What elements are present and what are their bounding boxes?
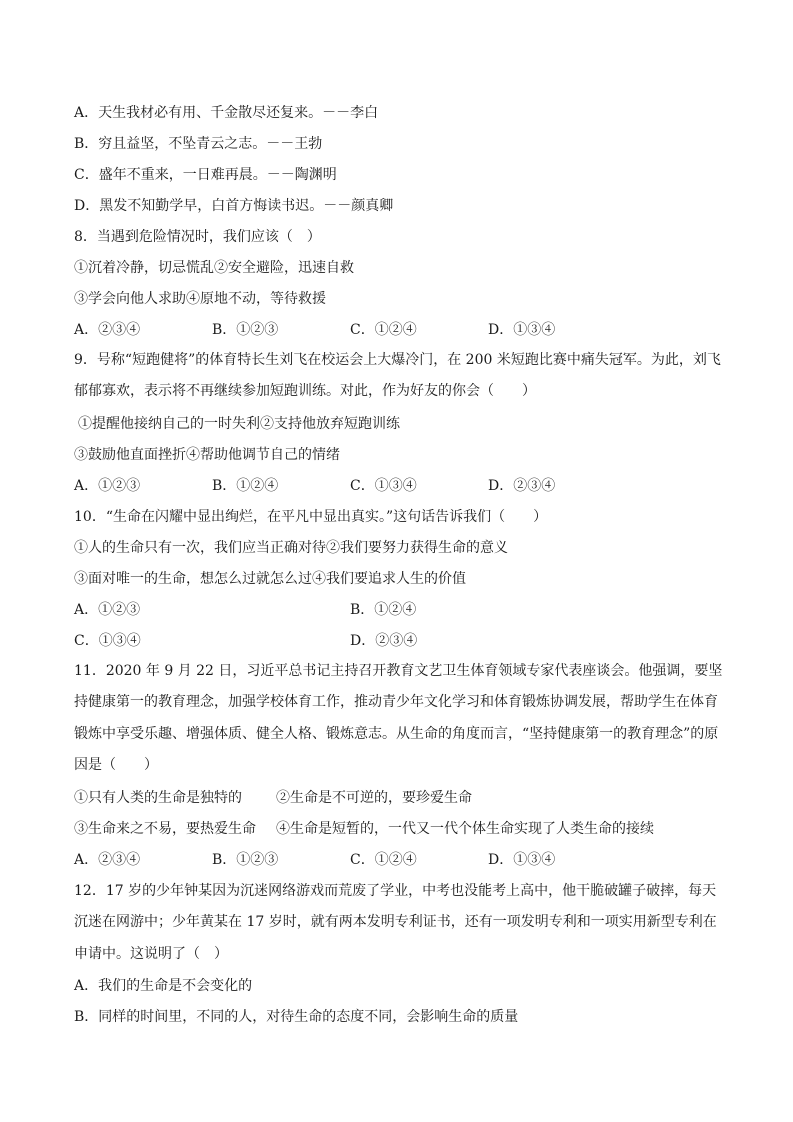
q8-stem: 8．当遇到危险情况时，我们应该（ ） [74, 229, 321, 245]
q11-options [74, 850, 555, 870]
q10-option-b: B．①②④ [350, 602, 417, 618]
q11-option-b: B．①②③ [212, 852, 279, 868]
q11-stem: 11．2020 年 9 月 22 日，习近平总书记主持召开教育文艺卫生体育领域专家代表座谈会。他强调，要坚持健康第一的教育理念，加强学校体育工作，推动青少年文化学习和体育锻炼协调发展，帮助学生在体育锻炼中享受乐趣、增强体质、健全人格、锻炼意志。从生命的角度而言，“坚持健康第一的教育理念”的原因是（ ） [74, 663, 723, 774]
q11-statement-2: ②生命是不可逆的，要珍爱生命 [276, 790, 472, 806]
q10-option-a: A．①②③ [74, 602, 141, 618]
q12-option-a: A．我们的生命是不会变化的 [74, 978, 253, 994]
q10-statement-1: ①人的生命只有一次，我们应当正确对待②我们要努力获得生命的意义 [74, 540, 508, 556]
q7-option-a: A．天生我材必有用、千金散尽还复来。－－李白 [74, 105, 379, 121]
q10-stem: 10．“生命在闪耀中显出绚烂，在平凡中显出真实。”这句话告诉我们（ ） [74, 509, 548, 525]
q10-statement-2: ③面对唯一的生命，想怎么过就怎么过④我们要追求人生的价值 [74, 571, 466, 587]
q8-option-d: D．①③④ [488, 322, 556, 338]
q11-statement-4: ④生命是短暂的，一代又一代个体生命实现了人类生命的接续 [276, 821, 654, 837]
q11-statement-1: ①只有人类的生命是独特的 [74, 790, 242, 806]
q9-option-b: B．①②④ [212, 478, 279, 494]
q7-option-b: B．穷且益坚，不坠青云之志。－－王勃 [74, 136, 323, 152]
q8-option-b: B．①②③ [212, 322, 279, 338]
q7-option-d: D．黑发不知勤学早，白首方悔读书迟。－－颜真卿 [74, 198, 394, 214]
q11-statement-3: ③生命来之不易，要热爱生命 [74, 821, 256, 837]
q10-option-c: C．①③④ [74, 633, 141, 649]
q11-option-a: A．②③④ [74, 852, 141, 868]
q11-statements-row-2 [74, 819, 654, 839]
q12-option-b: B．同样的时间里，不同的人，对待生命的态度不同，会影响生命的质量 [74, 1009, 519, 1025]
q10-options-row-1 [74, 600, 416, 620]
q9-option-a: A．①②③ [74, 478, 141, 494]
q9-option-c: C．①③④ [350, 478, 417, 494]
q10-option-d: D．②③④ [350, 633, 418, 649]
q8-statement-2: ③学会向他人求助④原地不动，等待救援 [74, 291, 326, 307]
q11-option-d: D．①③④ [488, 852, 556, 868]
q8-statement-1: ①沉着冷静，切忌慌乱②安全避险，迅速自救 [74, 260, 354, 276]
q8-options [74, 320, 555, 340]
q7-option-c: C．盛年不重来，一日难再晨。－－陶渊明 [74, 167, 337, 183]
q10-options-row-2 [74, 631, 417, 651]
q9-statement-1: ①提醒他接纳自己的一时失利②支持他放弃短跑训练 [78, 416, 400, 432]
q12-stem: 12．17 岁的少年钟某因为沉迷网络游戏而荒废了学业，中考也没能考上高中，他干脆破罐子破摔，每天沉迷在网游中；少年黄某在 17 岁时，就有两本发明专利证书，还有一项发明专利和一项实用新型专利在申请中。这说明了（ ） [74, 883, 717, 962]
q9-options [74, 476, 555, 496]
q9-stem: 9．号称“短跑健将”的体育特长生刘飞在校运会上大爆冷门，在 200 米短跑比赛中痛失冠军。为此，刘飞郁郁寡欢，表示将不再继续参加短跑训练。对此，作为好友的你会（ ） [74, 352, 721, 400]
q8-option-a: A．②③④ [74, 322, 141, 338]
q8-option-c: C．①②④ [350, 322, 417, 338]
q9-statement-2: ③鼓励他直面挫折④帮助他调节自己的情绪 [74, 447, 340, 463]
q11-statements-row-1 [74, 788, 472, 808]
q9-option-d: D．②③④ [488, 478, 556, 494]
q11-option-c: C．①②④ [350, 852, 417, 868]
